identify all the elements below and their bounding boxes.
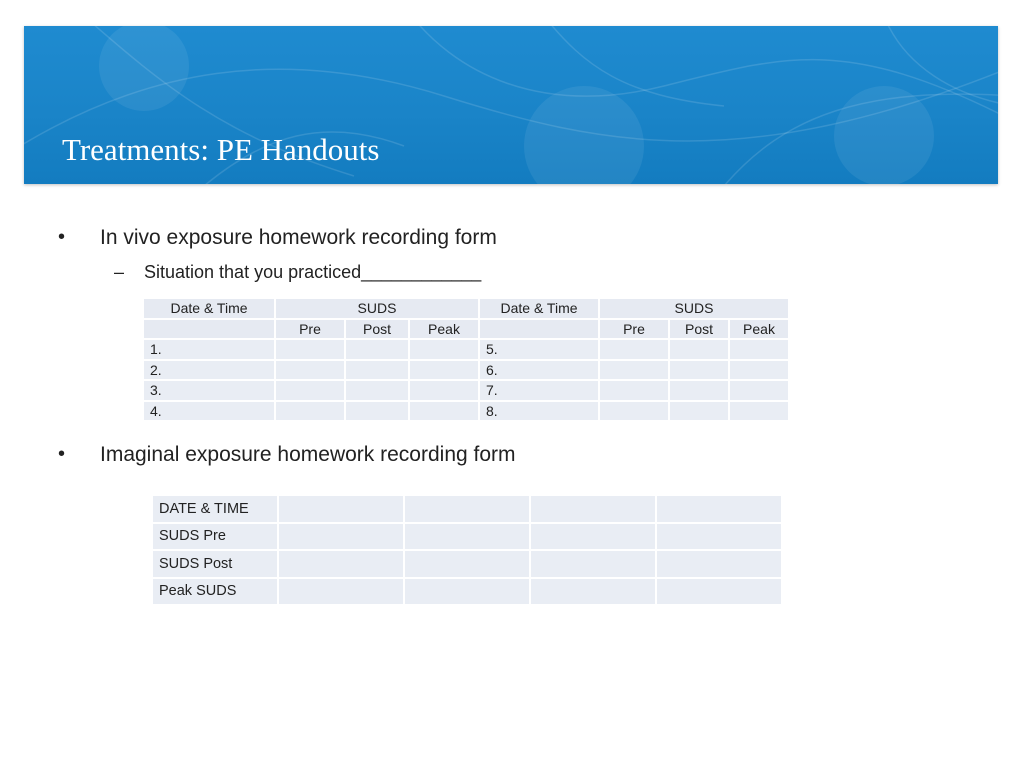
bullet-marker: •: [58, 226, 66, 248]
right-suds-header: SUDS: [600, 299, 788, 318]
row-label: Peak SUDS: [153, 579, 277, 605]
bullet-marker: •: [58, 443, 66, 465]
table-row: [153, 496, 781, 522]
entry-cell[interactable]: [670, 381, 728, 400]
row-number: 2.: [144, 361, 274, 380]
left-date-header: Date & Time: [144, 299, 274, 318]
entry-cell[interactable]: [279, 524, 403, 550]
entry-cell[interactable]: [279, 551, 403, 577]
entry-cell[interactable]: [405, 496, 529, 522]
entry-cell[interactable]: [410, 402, 478, 421]
entry-cell[interactable]: [600, 402, 668, 421]
sub-bullet-text: Situation that you practiced____________: [144, 262, 482, 282]
entry-cell[interactable]: [531, 524, 655, 550]
row-number: 6.: [480, 361, 598, 380]
bullet-text: Imaginal exposure homework recording form: [100, 443, 516, 466]
row-number: 5.: [480, 340, 598, 359]
left-post-header: Post: [346, 320, 408, 339]
entry-cell[interactable]: [531, 496, 655, 522]
table-row: [153, 579, 781, 605]
entry-cell[interactable]: [279, 579, 403, 605]
row-number: 8.: [480, 402, 598, 421]
table-header-row: [144, 299, 788, 318]
table-row: [144, 361, 788, 380]
right-peak-header: Peak: [730, 320, 788, 339]
table-row: [144, 402, 788, 421]
table-row: [144, 340, 788, 359]
empty-cell: [144, 320, 274, 339]
entry-cell[interactable]: [405, 524, 529, 550]
entry-cell[interactable]: [600, 340, 668, 359]
table-row: [153, 524, 781, 550]
right-pre-header: Pre: [600, 320, 668, 339]
entry-cell[interactable]: [657, 496, 781, 522]
entry-cell[interactable]: [670, 340, 728, 359]
entry-cell[interactable]: [276, 402, 344, 421]
entry-cell[interactable]: [730, 361, 788, 380]
entry-cell[interactable]: [346, 361, 408, 380]
right-post-header: Post: [670, 320, 728, 339]
entry-cell[interactable]: [670, 361, 728, 380]
empty-cell: [480, 320, 598, 339]
entry-cell[interactable]: [657, 579, 781, 605]
invivo-form-table: [142, 297, 790, 422]
entry-cell[interactable]: [730, 402, 788, 421]
left-pre-header: Pre: [276, 320, 344, 339]
entry-cell[interactable]: [670, 402, 728, 421]
entry-cell[interactable]: [346, 340, 408, 359]
entry-cell[interactable]: [276, 340, 344, 359]
entry-cell[interactable]: [276, 381, 344, 400]
entry-cell[interactable]: [410, 340, 478, 359]
entry-cell[interactable]: [531, 579, 655, 605]
row-label: SUDS Post: [153, 551, 277, 577]
entry-cell[interactable]: [346, 402, 408, 421]
entry-cell[interactable]: [276, 361, 344, 380]
sub-bullet-marker: –: [114, 262, 125, 282]
right-date-header: Date & Time: [480, 299, 598, 318]
entry-cell[interactable]: [657, 551, 781, 577]
table-row: [144, 381, 788, 400]
entry-cell[interactable]: [600, 361, 668, 380]
left-peak-header: Peak: [410, 320, 478, 339]
entry-cell[interactable]: [531, 551, 655, 577]
imaginal-form-table: [151, 494, 783, 606]
title-banner: [24, 26, 998, 184]
entry-cell[interactable]: [730, 340, 788, 359]
slide-title: Treatments: PE Handouts: [62, 132, 380, 167]
entry-cell[interactable]: [405, 551, 529, 577]
entry-cell[interactable]: [346, 381, 408, 400]
row-number: 3.: [144, 381, 274, 400]
entry-cell[interactable]: [600, 381, 668, 400]
table-subheader-row: [144, 320, 788, 339]
entry-cell[interactable]: [410, 361, 478, 380]
row-number: 1.: [144, 340, 274, 359]
entry-cell[interactable]: [410, 381, 478, 400]
entry-cell[interactable]: [657, 524, 781, 550]
row-number: 4.: [144, 402, 274, 421]
bullet-text: In vivo exposure homework recording form: [100, 226, 497, 249]
row-number: 7.: [480, 381, 598, 400]
left-suds-header: SUDS: [276, 299, 478, 318]
row-label: DATE & TIME: [153, 496, 277, 522]
entry-cell[interactable]: [405, 579, 529, 605]
row-label: SUDS Pre: [153, 524, 277, 550]
entry-cell[interactable]: [730, 381, 788, 400]
table-row: [153, 551, 781, 577]
entry-cell[interactable]: [279, 496, 403, 522]
